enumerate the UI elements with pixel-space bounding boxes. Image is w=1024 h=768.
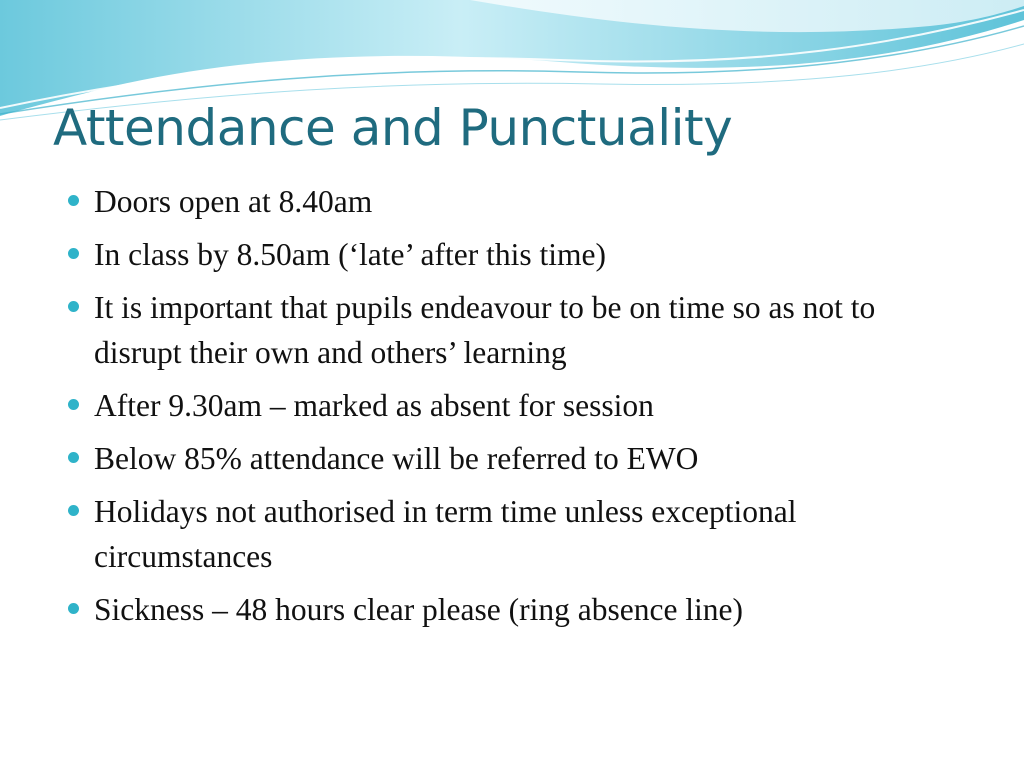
bullet-dot-icon [68, 399, 79, 410]
bullet-dot-icon [68, 505, 79, 516]
bullet-on-time [67, 285, 967, 375]
bullet-text: In class by 8.50am (‘late’ after this time) [94, 237, 606, 272]
bullet-holidays [67, 489, 967, 579]
bullet-in-class [67, 232, 967, 277]
bullet-text: It is important that pupils endeavour to be on time so as not to disrupt their own and others’ learning [94, 290, 876, 370]
bullet-text: Doors open at 8.40am [94, 184, 373, 219]
bullet-list [67, 179, 967, 640]
slide-title: Attendance and Punctuality [53, 99, 733, 157]
bullet-dot-icon [68, 452, 79, 463]
bullet-dot-icon [68, 248, 79, 259]
bullet-text: Holidays not authorised in term time unless exceptional circumstances [94, 494, 797, 574]
bullet-sickness [67, 587, 967, 632]
bullet-dot-icon [68, 301, 79, 312]
bullet-ewo [67, 436, 967, 481]
bullet-dot-icon [68, 603, 79, 614]
bullet-absent [67, 383, 967, 428]
bullet-dot-icon [68, 195, 79, 206]
bullet-text: Below 85% attendance will be referred to EWO [94, 441, 699, 476]
bullet-text: After 9.30am – marked as absent for session [94, 388, 654, 423]
bullet-doors-open [67, 179, 967, 224]
bullet-text: Sickness – 48 hours clear please (ring absence line) [94, 592, 744, 627]
